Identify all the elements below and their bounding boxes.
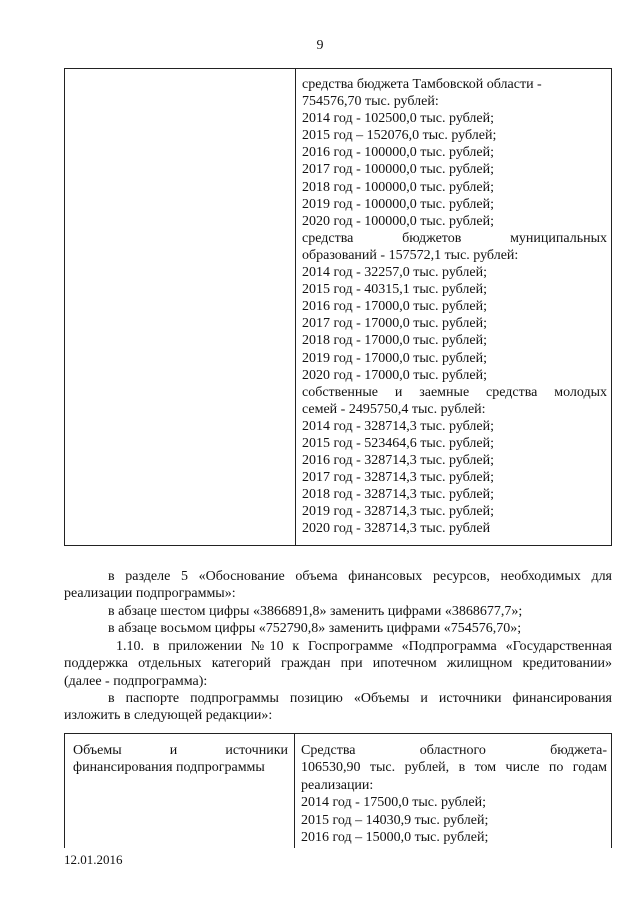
- table-line: собственные и заемные средства молодых: [302, 384, 607, 400]
- table-line: средства бюджетов муниципальных: [302, 230, 607, 246]
- paragraph-line: в абзаце восьмом цифры «752790,8» заменить цифрами «754576,70»;: [108, 621, 522, 636]
- table-line: 2014 год - 328714,3 тыс. рублей;: [302, 418, 495, 434]
- table-line: 754576,70 тыс. рублей:: [302, 94, 439, 110]
- table-line: Объемы и источники: [73, 743, 288, 758]
- table-line: 2015 год – 14030,9 тыс. рублей;: [301, 812, 489, 828]
- funding-table-continued: [64, 68, 612, 546]
- footer-date: 12.01.2016: [64, 852, 123, 867]
- table-line: 2018 год - 17000,0 тыс. рублей;: [302, 333, 488, 349]
- table-line: 2016 год - 100000,0 тыс. рублей;: [302, 145, 495, 161]
- paragraph-line: (далее - подпрограмма):: [64, 673, 208, 689]
- table-line: 2015 год - 523464,6 тыс. рублей;: [302, 435, 495, 451]
- paragraph-line: реализации подпрограммы»:: [64, 586, 236, 602]
- column-divider: [295, 69, 296, 545]
- table-line: 2017 год - 100000,0 тыс. рублей;: [302, 162, 495, 178]
- paragraph-section-5: [64, 568, 612, 603]
- table-line: 2019 год - 100000,0 тыс. рублей;: [302, 196, 495, 212]
- paragraph-sixth-clause: [64, 603, 612, 620]
- table-line: 2019 год - 328714,3 тыс. рублей;: [302, 504, 495, 520]
- table-line: 2014 год - 32257,0 тыс. рублей;: [302, 265, 488, 281]
- table-line: 2017 год - 17000,0 тыс. рублей;: [302, 316, 488, 332]
- table-line: 2018 год - 328714,3 тыс. рублей;: [302, 487, 495, 503]
- table-line: средства бюджета Тамбовской области -: [302, 77, 542, 92]
- paragraph-item-1-10: [64, 638, 612, 690]
- table-line: Средства областного бюджета-: [301, 743, 607, 758]
- paragraph-line: изложить в следующей редакции»:: [64, 708, 273, 724]
- table-line: 2018 год - 100000,0 тыс. рублей;: [302, 179, 495, 195]
- table-line: 2015 год - 40315,1 тыс. рублей;: [302, 282, 488, 298]
- table-line: 2014 год - 17500,0 тыс. рублей;: [301, 795, 487, 811]
- funding-sources-cell: [302, 76, 607, 538]
- funding-header-cell: [73, 742, 288, 777]
- paragraph-line: в абзаце шестом цифры «3866891,8» заменить цифрами «3868677,7»;: [108, 604, 523, 619]
- column-divider: [294, 734, 295, 848]
- table-line: 2016 год - 328714,3 тыс. рублей;: [302, 453, 495, 469]
- paragraph-line: 1.10. в приложении №10 к Госпрограмме «Подпрограмма «Государственная: [116, 639, 612, 654]
- table-line: 2017 год - 328714,3 тыс. рублей;: [302, 470, 495, 486]
- table-line: семей - 2495750,4 тыс. рублей:: [302, 401, 486, 417]
- table-line: 2014 год - 102500,0 тыс. рублей;: [302, 111, 495, 127]
- paragraph-line: поддержка отдельных категорий граждан при ипотечном жилищном кредитовании»: [64, 656, 612, 672]
- paragraph-line: в разделе 5 «Обоснование объема финансовых ресурсов, необходимых для: [108, 569, 612, 584]
- table-line: 2019 год - 17000,0 тыс. рублей;: [302, 350, 488, 366]
- page-number: 9: [316, 38, 324, 53]
- table-line: 2016 год – 15000,0 тыс. рублей;: [301, 830, 489, 846]
- paragraph-line: в паспорте подпрограммы позицию «Объемы и источники финансирования: [108, 691, 612, 706]
- table-line: финансирования подпрограммы: [73, 760, 265, 776]
- table-line: 2020 год - 17000,0 тыс. рублей;: [302, 367, 488, 383]
- table-line: реализации:: [301, 777, 374, 793]
- table-line: 2020 год - 100000,0 тыс. рублей;: [302, 213, 495, 229]
- table-line: 2015 год – 152076,0 тыс. рублей;: [302, 128, 497, 144]
- funding-value-cell: [301, 742, 607, 846]
- table-line: 2016 год - 17000,0 тыс. рублей;: [302, 299, 488, 315]
- table-line: 2020 год - 328714,3 тыс. рублей: [302, 521, 491, 537]
- passport-funding-table: [64, 733, 612, 848]
- paragraph-eighth-clause: [64, 620, 612, 637]
- table-line: 106530,90 тыс. рублей, в том числе по годам: [301, 760, 607, 776]
- table-line: образований - 157572,1 тыс. рублей:: [302, 247, 519, 263]
- paragraph-passport: [64, 690, 612, 725]
